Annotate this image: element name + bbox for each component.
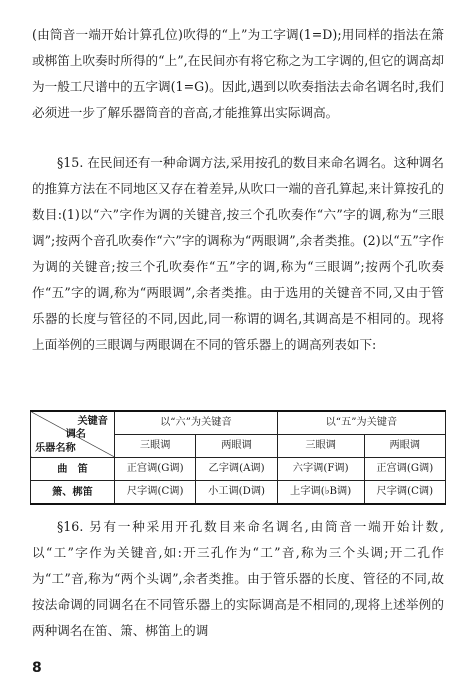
table-row [31,458,446,481]
row-instrument-name: 曲 笛 [31,458,115,481]
table-corner-cell [31,411,115,458]
corner-mode-name-label: 调名 [65,428,86,440]
table-cell: 乙字调(A调) [196,458,277,481]
subheader-cell: 三眼调 [277,435,364,458]
table-cell: 小工调(D调) [196,481,277,505]
page-number: 8 [32,660,42,676]
subheader-cell: 三眼调 [115,435,196,458]
mode-pitch-table [30,410,446,505]
paragraph-1: (由筒音一端开始计算孔位)吹得的“上”为工字调(1=D);用同样的指法在箫或梆笛上吹奏时所得的“上”,在民间亦有将它称之为工字调的,但它的调高却为一般工尺谱中的五字调(1=G)。因此,遇到以吹奏指法去命名调名时,我们必须进一步了解乐器筒音的音高,才能推算出实际调高。 [32,27,444,120]
table-cell: 尺字调(C调) [115,481,196,505]
corner-instrument-label: 乐器名称 [35,442,76,454]
table-cell: 尺字调(C调) [364,481,445,505]
group-header-wu: 以“五”为关键音 [277,411,445,435]
subheader-cell: 两眼调 [196,435,277,458]
paragraph-section-16: §16. 另有一种采用开孔数目来命名调名,由筒音一端开始计数,以“工”字作为关键音,如:开三孔作为“工”音,称为三个头调;开二孔作为“工”音,称为“两个头调”,余者类推。由于管乐器的长度、管径的不同,故按法命调的同调名在不同管乐器上的实际调高是不相同的,现将上述举例的两种调名在笛、箫、梆笛上的调 [32,519,444,638]
paragraph-section-15: §15. 在民间还有一种命调方法,采用按孔的数目来命名调名。这种调名的推算方法在不同地区又存在着差异,从吹口一端的音孔算起,来计算按孔的数目:(1)以“六”字作为调的关键音,按三个孔吹奏作“六”字的调,称为“三眼调”;按两个音孔吹奏作“六”字的调称为“两眼调”,余者类推。(2)以“五”字作为调的关键音;按三个孔吹奏作“五”字的调,称为“三眼调”;按两个孔吹奏作“五”字的调,称为“两眼调”,余者类推。由于选用的关键音不同,又由于管乐器的长度与管径的不同,因此,同一称谓的调名,其调高是不相同的。现将上面举例的三眼调与两眼调在不同的管乐器上的调高列表如下: [32,155,444,352]
table-cell: 上字调(♭B调) [277,481,364,505]
subheader-cell: 两眼调 [364,435,445,458]
table-cell: 正宫调(G调) [115,458,196,481]
table-cell: 正宫调(G调) [364,458,445,481]
row-instrument-name: 箫、梆笛 [31,481,115,505]
table-row [31,481,446,505]
group-header-liu: 以“六”为关键音 [115,411,278,435]
table-cell: 六字调(F调) [277,458,364,481]
corner-key-tone-label: 关键音 [77,415,108,427]
